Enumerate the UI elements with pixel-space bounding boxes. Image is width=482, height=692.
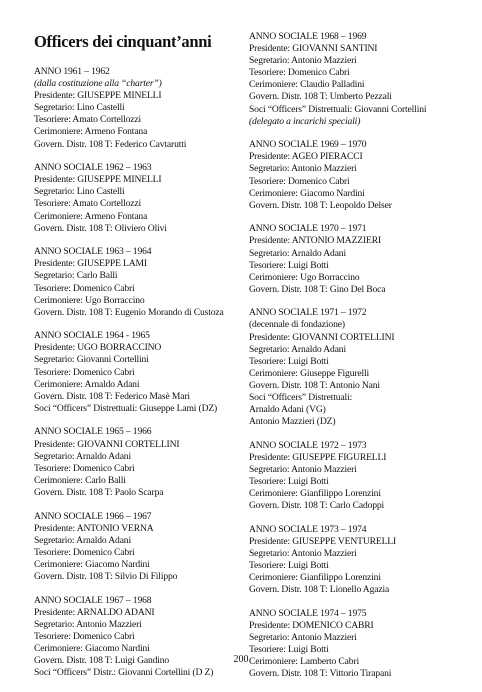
year-block [34, 162, 240, 235]
right-column [249, 31, 473, 692]
officer-line: Presidente: GIUSEPPE MINELLI [34, 174, 162, 186]
year-block [34, 426, 240, 499]
officer-line: Govern. Distr. 108 T: Luigi Gandino [34, 655, 170, 667]
year-block [249, 307, 473, 428]
officer-line: Presidente: GIOVANNI CORTELLINI [249, 331, 395, 343]
year-block [249, 31, 473, 128]
officer-line: Presidente: DOMENICO CABRI [249, 620, 374, 632]
year-heading: ANNO SOCIALE 1968 – 1969 [249, 31, 367, 42]
year-heading: ANNO SOCIALE 1967 – 1968 [34, 594, 152, 606]
officer-line: Segretario: Arnaldo Adani [34, 534, 131, 546]
officer-line: Segretario: Lino Castelli [34, 186, 125, 198]
officer-line: Presidente: GIUSEPPE VENTURELLI [249, 535, 397, 547]
officer-line: Presidente: GIUSEPPE FIGURELLI [249, 451, 387, 463]
officer-line: Presidente: ANTONIO MAZZIERI [249, 235, 382, 247]
officer-line: Presidente: GIUSEPPE MINELLI [34, 90, 162, 102]
year-heading: ANNO SOCIALE 1972 – 1973 [249, 439, 367, 451]
officer-line: Tesoriere: Domenico Cabri [34, 462, 135, 474]
officer-line: Cerimoniere: Arnaldo Adani [34, 378, 140, 390]
officer-line: Govern. Distr. 108 T: Silvio Di Filippo [34, 570, 178, 582]
officer-line: Govern. Distr. 108 T: Federico Cavtarutti [34, 138, 187, 150]
officer-line: Cerimoniere: Claudio Palladini [249, 79, 365, 91]
officer-line: Tesoriere: Domenico Cabri [34, 546, 135, 558]
officer-line: Segretario: Antonio Mazzieri [249, 163, 357, 175]
officer-line: Tesoriere: Amato Cortellozzi [34, 114, 142, 126]
officer-line: Segretario: Lino Castelli [34, 102, 125, 114]
officer-line: (decennale di fondazione) [249, 319, 345, 331]
officer-line: Cerimoniere: Gianfilippo Lorenzini [249, 488, 381, 500]
officer-line: Presidente: GIUSEPPE LAMI [34, 258, 147, 270]
officer-line: Govern. Distr. 108 T: Vittorio Tirapani [249, 668, 392, 680]
officer-line: Cerimoniere: Gianfilippo Lorenzini [249, 572, 381, 584]
officer-line: Presidente: AGEO PIERACCI [249, 151, 363, 163]
officer-line: Cerimoniere: Giuseppe Figurelli [249, 367, 370, 379]
officer-line: (dalla costituzione alla “charter”) [34, 78, 162, 90]
year-block [34, 66, 240, 151]
right-officer-list [249, 31, 473, 681]
officer-line: Tesoriere: Domenico Cabri [34, 366, 135, 378]
officer-line: Cerimoniere: Armeno Fontana [34, 210, 148, 222]
officer-line: Govern. Distr. 108 T: Eugenio Morando di Custoza [34, 306, 224, 318]
officer-line: Cerimoniere: Ugo Borraccino [249, 271, 360, 283]
year-heading: ANNO SOCIALE 1973 – 1974 [249, 523, 367, 535]
year-heading: ANNO SOCIALE 1962 – 1963 [34, 162, 152, 174]
officer-line: Segretario: Antonio Mazzieri [249, 632, 357, 644]
year-block [249, 524, 473, 597]
officer-line: Presidente: GIOVANNI CORTELLINI [34, 438, 180, 450]
officer-line: Govern. Distr. 108 T: Umberto Pezzali [249, 91, 392, 103]
officer-line: Antonio Mazzieri (DZ) [249, 416, 336, 428]
officer-line: Segretario: Arnaldo Adani [249, 343, 346, 355]
officer-line: Tesoriere: Amato Cortellozzi [34, 198, 142, 210]
officer-line: Cerimoniere: Giacomo Nardini [34, 642, 150, 654]
year-block [34, 246, 240, 319]
year-heading: ANNO SOCIALE 1970 – 1971 [249, 223, 367, 235]
officer-line: Presidente: GIOVANNI SANTINI [249, 43, 378, 55]
year-heading: ANNO SOCIALE 1963 – 1964 [34, 246, 152, 258]
officer-line: Govern. Distr. 108 T: Leopoldo Delser [249, 199, 392, 211]
officer-line: Soci “Officers” Distr.: Giovanni Cortellini (D Z) [34, 667, 214, 679]
officer-line: Cerimoniere: Armeno Fontana [34, 126, 148, 138]
officer-line: Tesoriere: Luigi Botti [249, 355, 329, 367]
officer-line: Soci “Officers” Distrettuali: Giovanni Cortellini [249, 103, 427, 115]
officer-line: Tesoriere: Luigi Botti [249, 560, 329, 572]
officer-line: Govern. Distr. 108 T: Oliviero Olivi [34, 222, 167, 234]
officer-line: Tesoriere: Luigi Botti [249, 259, 329, 271]
year-block [34, 330, 240, 415]
officer-line: Soci “Officers” Distrettuali: Giuseppe Lami (DZ) [34, 402, 218, 414]
left-column [34, 31, 240, 691]
officer-line: Govern. Distr. 108 T: Gino Del Boca [249, 283, 386, 295]
officer-line: (delegato a incarichi speciali) [249, 115, 361, 127]
officer-line: Cerimoniere: Giacomo Nardini [34, 558, 150, 570]
year-heading: ANNO SOCIALE 1974 – 1975 [249, 607, 367, 619]
page-title: Officers dei cinquant’anni [34, 32, 212, 51]
officer-line: Segretario: Antonio Mazzieri [249, 548, 357, 560]
officer-line: Segretario: Antonio Mazzieri [34, 618, 142, 630]
officer-line: Tesoriere: Luigi Botti [249, 476, 329, 488]
officer-line: Segretario: Antonio Mazzieri [249, 464, 357, 475]
officer-line: Segretario: Carlo Balli [34, 270, 118, 282]
year-block [249, 440, 473, 513]
officer-line: Cerimoniere: Lamberto Cabri [249, 656, 359, 668]
officer-line: Segretario: Arnaldo Adani [249, 247, 346, 259]
year-block [249, 139, 473, 212]
officer-line: Govern. Distr. 108 T: Lionello Agazia [249, 584, 390, 596]
officer-line: Govern. Distr. 108 T: Antonio Nani [249, 379, 380, 391]
officer-line: Govern. Distr. 108 T: Federico Masè Mari [34, 390, 190, 402]
officer-line: Tesoriere: Domenico Cabri [34, 630, 135, 642]
year-heading: ANNO SOCIALE 1964 - 1965 [34, 330, 150, 342]
officer-line: Govern. Distr. 108 T: Carlo Cadoppi [249, 500, 385, 512]
officer-line: Cerimoniere: Giacomo Nardini [249, 187, 365, 199]
officer-line: Cerimoniere: Ugo Borraccino [34, 294, 145, 306]
year-heading: ANNO SOCIALE 1969 – 1970 [249, 139, 367, 151]
officer-line: Presidente: ANTONIO VERNA [34, 522, 154, 534]
page-number: 200 [233, 654, 249, 665]
officer-line: Arnaldo Adani (VG) [249, 404, 326, 416]
officer-line: Tesoriere: Domenico Cabri [249, 175, 350, 187]
year-block [249, 223, 473, 296]
year-heading: ANNO SOCIALE 1971 – 1972 [249, 307, 367, 319]
year-heading: ANNO SOCIALE 1965 – 1966 [34, 426, 152, 438]
officer-line: Tesoriere: Domenico Cabri [34, 282, 135, 294]
year-heading: ANNO SOCIALE 1966 – 1967 [34, 510, 152, 522]
year-block [249, 608, 473, 681]
officer-line: Tesoriere: Luigi Botti [249, 644, 329, 656]
year-block [34, 595, 240, 680]
officer-line: Segretario: Giovanni Cortellini [34, 354, 149, 366]
officer-line: Presidente: UGO BORRACCINO [34, 342, 162, 354]
officer-line: Soci “Officers” Distrettuali: [249, 392, 353, 404]
officer-line: Tesoriere: Domenico Cabri [249, 67, 350, 79]
officer-line: Govern. Distr. 108 T: Paolo Scarpa [34, 486, 164, 498]
year-block [34, 511, 240, 584]
officer-line: Cerimoniere: Carlo Balli [34, 474, 126, 486]
left-officer-list [34, 66, 240, 679]
year-heading: ANNO 1961 – 1962 [34, 66, 110, 77]
officer-line: Presidente: ARNALDO ADANI [34, 606, 155, 618]
officer-line: Segretario: Antonio Mazzieri [249, 55, 357, 67]
officer-line: Segretario: Arnaldo Adani [34, 450, 131, 462]
